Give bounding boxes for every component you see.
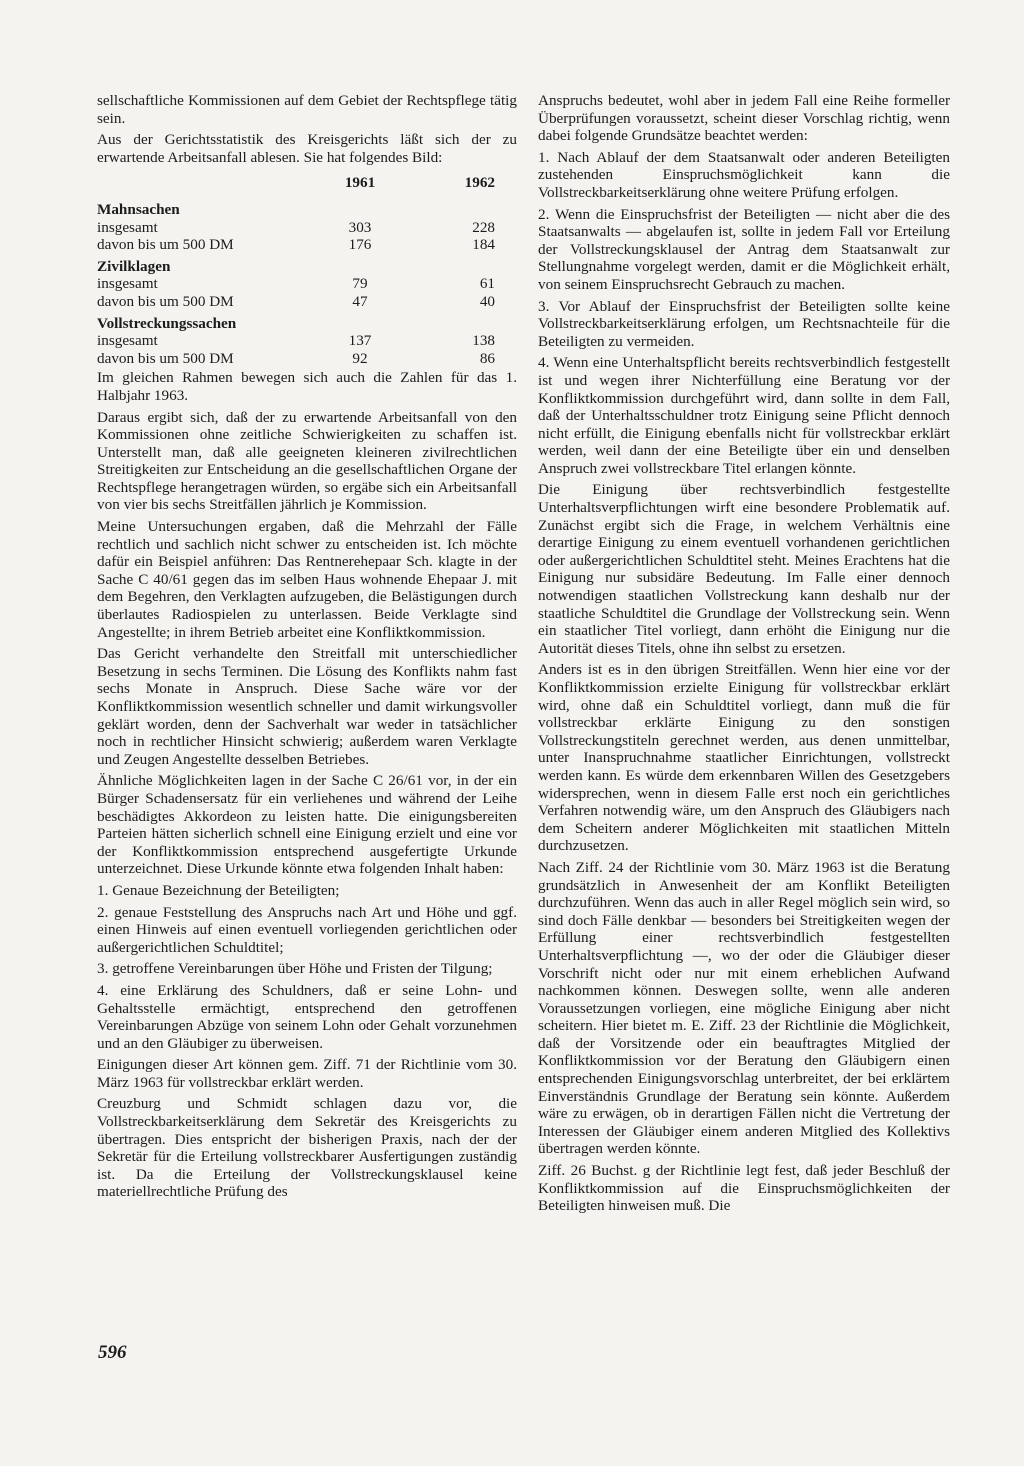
statistics-table (97, 170, 517, 367)
category-zivilklagen: Zivilklagen (97, 257, 171, 275)
table-row (97, 350, 517, 368)
table-row (97, 275, 517, 293)
paragraph: Einigungen dieser Art können gem. Ziff. 71 der Richtlinie vom 30. März 1963 für vollstreckbar erklärt werden. (97, 1056, 517, 1091)
value-1962: 86 (479, 349, 495, 367)
value-1962: 40 (479, 292, 495, 310)
paragraph: Ähnliche Möglichkeiten lagen in der Sache C 26/61 vor, in der ein Bürger Schadensersatz für ein verliehenes und während der Leihe beschädigtes Akkordeon zu leisten hatte. Die einigungsbereiten Parteien hätten sicherlich schnell eine Einigung erzielt und eine vor der Konfliktkommission entsprechend ausgefertigte Urkunde unterzeichnet. Diese Urkunde könnte etwa folgenden Inhalt haben: (97, 772, 517, 878)
row-label: davon bis um 500 DM (97, 349, 234, 367)
list-item: 2. genaue Feststellung des Anspruchs nach Art und Höhe und ggf. einen Hinweis auf einen eventuell vorliegenden gerichtlichen oder außergerichtlichen Schuldtitel; (97, 903, 517, 956)
year-1961-header: 1961 (344, 174, 376, 192)
list-item: 3. Vor Ablauf der Einspruchsfrist der Beteiligten sollte keine Vollstreckbarkeitserklärung erfolgen, um Rechtsnachteile für die Beteiligten zu vermeiden. (538, 297, 950, 350)
paragraph: Anders ist es in den übrigen Streitfällen. Wenn hier eine vor der Konfliktkommission erzielte Einigung für vollstreckbar erklärt wird, ohne daß ein Schuldtitel vorliegt, dann muß die für vollstreckbar erklärte Einigung zu den sonstigen Vollstreckungstiteln gerechnet werden, aus denen unmittelbar, unter Inanspruchnahme staatlicher Einrichtungen, vollstreckt werden kann. Es würde dem erkennbaren Willen des Gesetzgebers widersprechen, wenn in diesem Falle erst noch ein gerichtliches Verfahren notwendig wäre, um den Anspruch des Gläubigers nach dem Scheitern anderer Möglichkeiten mit staatlichen Mitteln durchzusetzen. (538, 661, 950, 855)
paragraph: Daraus ergibt sich, daß der zu erwartende Arbeitsanfall von den Kommissionen ohne zeitliche Schwierigkeiten zu schaffen ist. Unterstellt man, daß alle geeigneten kleineren zivilrechtlichen Streitigkeiten zur Entscheidung an die gesellschaftlichen Organe der Rechtspflege herangetragen würden, so ergäbe sich ein Arbeitsanfall von vier bis sechs Streitfällen jährlich je Kommission. (97, 408, 517, 514)
table-header-row (97, 170, 517, 197)
paragraph: Creuzburg und Schmidt schlagen dazu vor, die Vollstreckbarkeitserklärung dem Sekretär des Kreisgerichts zu übertragen. Dies entspricht der bisherigen Praxis, nach der der Sekretär für die Erteilung vollstreckbarer Ausfertigungen zuständig ist. Da die Erteilung der Vollstreckungsklausel keine materiellrechtliche Prüfung des (97, 1095, 517, 1201)
row-label: insgesamt (97, 332, 158, 350)
paragraph: Nach Ziff. 24 der Richtlinie vom 30. März 1963 ist die Beratung grundsätzlich in Anwesenheit der am Konflikt Beteiligten durchzuführen. Wenn das auch in aller Regel möglich sein wird, so sind doch Fälle denkbar — besonders bei Streitigkeiten wegen der Erfüllung einer rechtsverbindlich festgestellten Unterhaltsverpflichtung —, wo der oder die Gläubiger dieser Vorschrift nicht oder nur mit einem erheblichen Aufwand nachkommen können. Deswegen sollte, wenn alle anderen Voraussetzungen vorliegen, eine mögliche Einigung aber nicht scheitern. Hier bietet m. E. Ziff. 23 der Richtlinie die Möglichkeit, daß der Vorsitzende oder ein beauftragtes Mitglied der Konfliktkommission vor der Beratung den Gläubigern einen entsprechenden Einigungsvorschlag unterbreitet, der bei erklärtem Einverständnis Grundlage der Beratung sein könnte. Außerdem wäre zu erwägen, ob in derartigen Fällen nicht die Vertretung der Interessen der Gläubiger einem anderen Mitglied des Kollektivs übertragen werden könnte. (538, 858, 950, 1158)
paragraph: sellschaftliche Kommissionen auf dem Gebiet der Rechtspflege tätig sein. (97, 92, 517, 127)
paragraph: Meine Untersuchungen ergaben, daß die Mehrzahl der Fälle rechtlich und sachlich nicht schwer zu entscheiden ist. Ich möchte dafür ein Beispiel anführen: Das Rentnerehepaar Sch. klagte in der Sache C 40/61 gegen das im selben Haus wohnende Ehepaar J. mit dem Begehren, den Verklagten aufzugeben, die Belästigungen durch überlautes Radiospielen zu unterlassen. Beide Verklagte sind Angestellte; in ihrem Betrieb arbeitet eine Konfliktkommission. (97, 518, 517, 641)
page-number: 596 (98, 1342, 127, 1363)
value-1961: 47 (352, 292, 368, 310)
value-1962: 138 (472, 332, 495, 350)
value-1961: 303 (348, 218, 372, 236)
row-label: insgesamt (97, 275, 158, 293)
paragraph: Ziff. 26 Buchst. g der Richtlinie legt fest, daß jeder Beschluß der Konfliktkommission auf die Einspruchsmöglichkeiten der Beteiligten hinweisen muß. Die (538, 1162, 950, 1215)
list-item: 1. Genaue Bezeichnung der Beteiligten; (97, 881, 340, 899)
row-label: davon bis um 500 DM (97, 292, 234, 310)
left-column (97, 92, 517, 1205)
table-header-blank (97, 170, 325, 197)
paragraph: Anspruchs bedeutet, wohl aber in jedem Fall eine Reihe formeller Überprüfungen voraussetzt, scheint dieser Vorschlag richtig, wenn dabei folgende Grundsätze beachtet werden: (538, 92, 950, 145)
category-vollstreckungssachen: Vollstreckungssachen (97, 314, 237, 332)
value-1962: 184 (472, 236, 495, 254)
value-1962: 228 (472, 218, 495, 236)
list-item: 2. Wenn die Einspruchsfrist der Beteiligten — nicht aber die des Staatsanwalts — abgelaufen ist, sollte in jedem Fall vor Erteilung der Vollstreckungsklausel der Antrag dem Staatsanwalt zur Stellungnahme vorgelegt werden, damit er die Möglichkeit erhält, von seinem Einspruchsrecht Gebrauch zu machen. (538, 205, 950, 293)
paragraph: Die Einigung über rechtsverbindlich festgestellte Unterhaltsverpflichtungen wirft eine besondere Problematik auf. Zunächst ergibt sich die Frage, in welchem Verhältnis eine derartige Einigung zu einem eventuell vorhandenen gerichtlichen oder außergerichtlichen Schuldtitel steht. Meines Erachtens hat die Einigung nur subsidäre Bedeutung. Im Falle einer dennoch notwendigen staatlichen Vollstreckung kann deshalb nur der staatliche Schuldtitel die Grundlage der Vollstreckung sein. Wenn ein staatlicher Titel vorliegt, dann erhöht die Einigung nur die Autorität dieses Titels, ohne ihn selbst zu ersetzen. (538, 481, 950, 657)
paragraph: Im gleichen Rahmen bewegen sich auch die Zahlen für das 1. Halbjahr 1963. (97, 369, 517, 404)
paragraph: Das Gericht verhandelte den Streitfall mit unterschiedlicher Besetzung in sechs Terminen. Die Lösung des Konflikts nahm fast sechs Monate in Anspruch. Diese Sache wäre vor der Konfliktkommission wesentlich schneller und damit wirkungsvoller geklärt worden, denn der Sachverhalt war weder in tatsächlicher noch in rechtlicher Hinsicht schwierig; außerdem waren Verklagte und Zeugen Angestellte desselben Betriebes. (97, 645, 517, 768)
right-column (538, 92, 950, 1219)
row-label: davon bis um 500 DM (97, 236, 234, 254)
table-row (97, 332, 517, 350)
list-item: 4. eine Erklärung des Schuldners, daß er seine Lohn- und Gehaltsstelle ermächtigt, entsprechend den getroffenen Vereinbarungen Abzüge von seinem Lohn oder Gehalt vorzunehmen und an den Gläubiger zu überweisen. (97, 981, 517, 1052)
value-1961: 92 (352, 349, 368, 367)
row-label: insgesamt (97, 218, 158, 236)
table-row (97, 219, 517, 237)
year-1962-header: 1962 (464, 174, 495, 192)
table-category-row (97, 197, 517, 219)
table-category-row (97, 311, 517, 333)
value-1961: 137 (348, 332, 372, 350)
table-category-row (97, 254, 517, 276)
paragraph: Aus der Gerichtsstatistik des Kreisgerichts läßt sich der zu erwartende Arbeitsanfall ablesen. Sie hat folgendes Bild: (97, 131, 517, 166)
table-row (97, 236, 517, 254)
value-1962: 61 (479, 275, 495, 293)
table-row (97, 293, 517, 311)
list-item: 1. Nach Ablauf der dem Staatsanwalt oder anderen Beteiligten zustehenden Einspruchsmöglichkeit kann die Vollstreckbarkeitserklärung ohne weitere Prüfung erfolgen. (538, 148, 950, 201)
list-item: 3. getroffene Vereinbarungen über Höhe und Fristen der Tilgung; (97, 960, 493, 978)
category-mahnsachen: Mahnsachen (97, 200, 180, 218)
value-1961: 176 (348, 236, 372, 254)
list-item: 4. Wenn eine Unterhaltspflicht bereits rechtsverbindlich festgestellt ist und wegen ihrer Nichterfüllung eine Beratung vor der Konfliktkommission durchgeführt wird, dann sollte in dem Fall, daß der Unterhaltsschuldner trotz Einigung seine Pflicht dennoch nicht erfüllt, die Einigung ebenfalls nicht für vollstreckbar erklärt werden, weil dann der eine Beteiligte über ein und denselben Anspruch zwei vollstreckbare Titel erlangen könnte. (538, 354, 950, 477)
value-1961: 79 (352, 275, 368, 293)
